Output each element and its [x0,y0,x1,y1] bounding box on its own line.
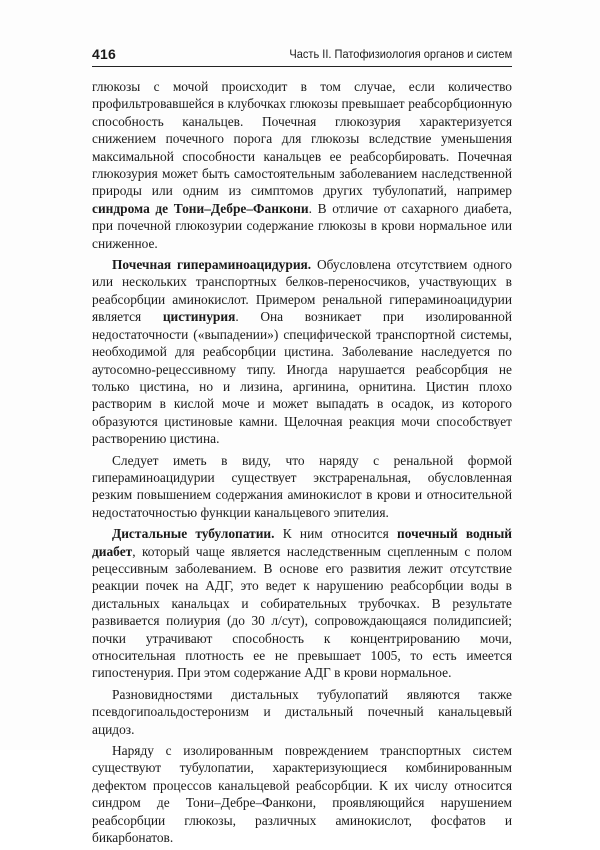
paragraph-text: . В отличие от сахарного диабета, при почечной глюкозурии содержание глюкозы в крови нормальное или сниженное. [92,200,512,251]
paragraph-extrarenal-form [92,452,512,522]
paragraph-text: Обусловлена отсутствием одного или нескольких транспортных белков-переносчиков, участвующих в реабсорбции аминокислот. Примером ренальной гипераминоацидурии является [92,257,512,325]
paragraph-text: , который чаще является наследственным сцепленным с полом рецессивным заболеванием. В основе его развития лежит отсутствие реакции почек на АДГ, это ведет к нарушению реабсорбции воды в дистальных канальцах и собирательных трубочках. В результате развивается полиурия (до 30 л/сут), сопровождающаяся полидипсией; почки утрачивают способность к концентрированию мочи, относительная плотность ее не превышает 1005, то есть имеется гипостенурия. При этом содержание АДГ в крови нормальное. [92,543,512,681]
paragraph-text: Следует иметь в виду, что наряду с ренальной формой гипераминоацидурии существует экстраренальная, обусловленная резким повышением содержания аминокислот в крови и относительной недостаточностью функции канальцевого эпителия. [92,452,512,520]
running-head: Часть II. Патофизиология органов и систем [289,47,512,61]
paragraph-distal-varieties [92,686,512,738]
paragraph-text: . Она возникает при изолированной недостаточности («выпадении») специфической транспортной системы, необходимой для реабсорбции цистина. Заболевание наследуется по аутосомно-рецессивному типу. Иногда нарушается реабсорбция не только цистина, но и лизина, аргинина, орнитина. Цистин плохо растворим в кислой моче и может выпадать в осадок, из которого образуются цистиновые камни. Щелочная реакция мочи способствует растворению цистина. [92,309,512,447]
page-header [92,44,512,67]
emphasis-term: почечный водный диабет [92,526,513,559]
emphasis-term: синдрома де Тони–Дебре–Фанкони [92,200,309,216]
emphasis-term: цистинурия [162,309,236,325]
paragraph-text: глюкозы с мочой происходит в том случае, если количество профильтровавшейся в клубочках глюкозы превышает реабсорбционную способность канальцев. Почечная глюкозурия характеризуется снижением почечного порога для глюкозы вследствие уменьшения максимальной способности канальцев ее реабсорбировать. Почечная глюкозурия может быть самостоятельным заболеванием наследственной природы или одним из симптомов других тубулопатий, например [92,79,512,199]
section-run-in-heading: Почечная гипераминоацидурия. [112,257,312,273]
body-text [92,78,512,850]
paragraph-renal-glucosuria [92,78,512,252]
page-number: 416 [92,46,116,62]
paragraph-text: К ним относится [274,526,397,542]
section-run-in-heading: Дистальные тубулопатии. [112,526,275,542]
paragraph-text: Разновидностями дистальных тубулопатий являются также псевдогипоальдостеронизм и дистальный почечный канальцевый ацидоз. [92,686,512,737]
paragraph-text: Наряду с изолированным повреждением транспортных систем существуют тубулопатии, характеризующиеся комбинированным дефектом процессов канальцевой реабсорбции. К их числу относится синдром де Тони–Дебре–Фанкони, проявляющийся нарушением реабсорбции глюкозы, различных аминокислот, фосфатов и бикарбонатов. [92,743,512,846]
paragraph-hyperaminoaciduria [92,256,512,447]
paragraph-distal-tubulopathies [92,525,512,682]
paragraph-combined-defects [92,742,512,846]
